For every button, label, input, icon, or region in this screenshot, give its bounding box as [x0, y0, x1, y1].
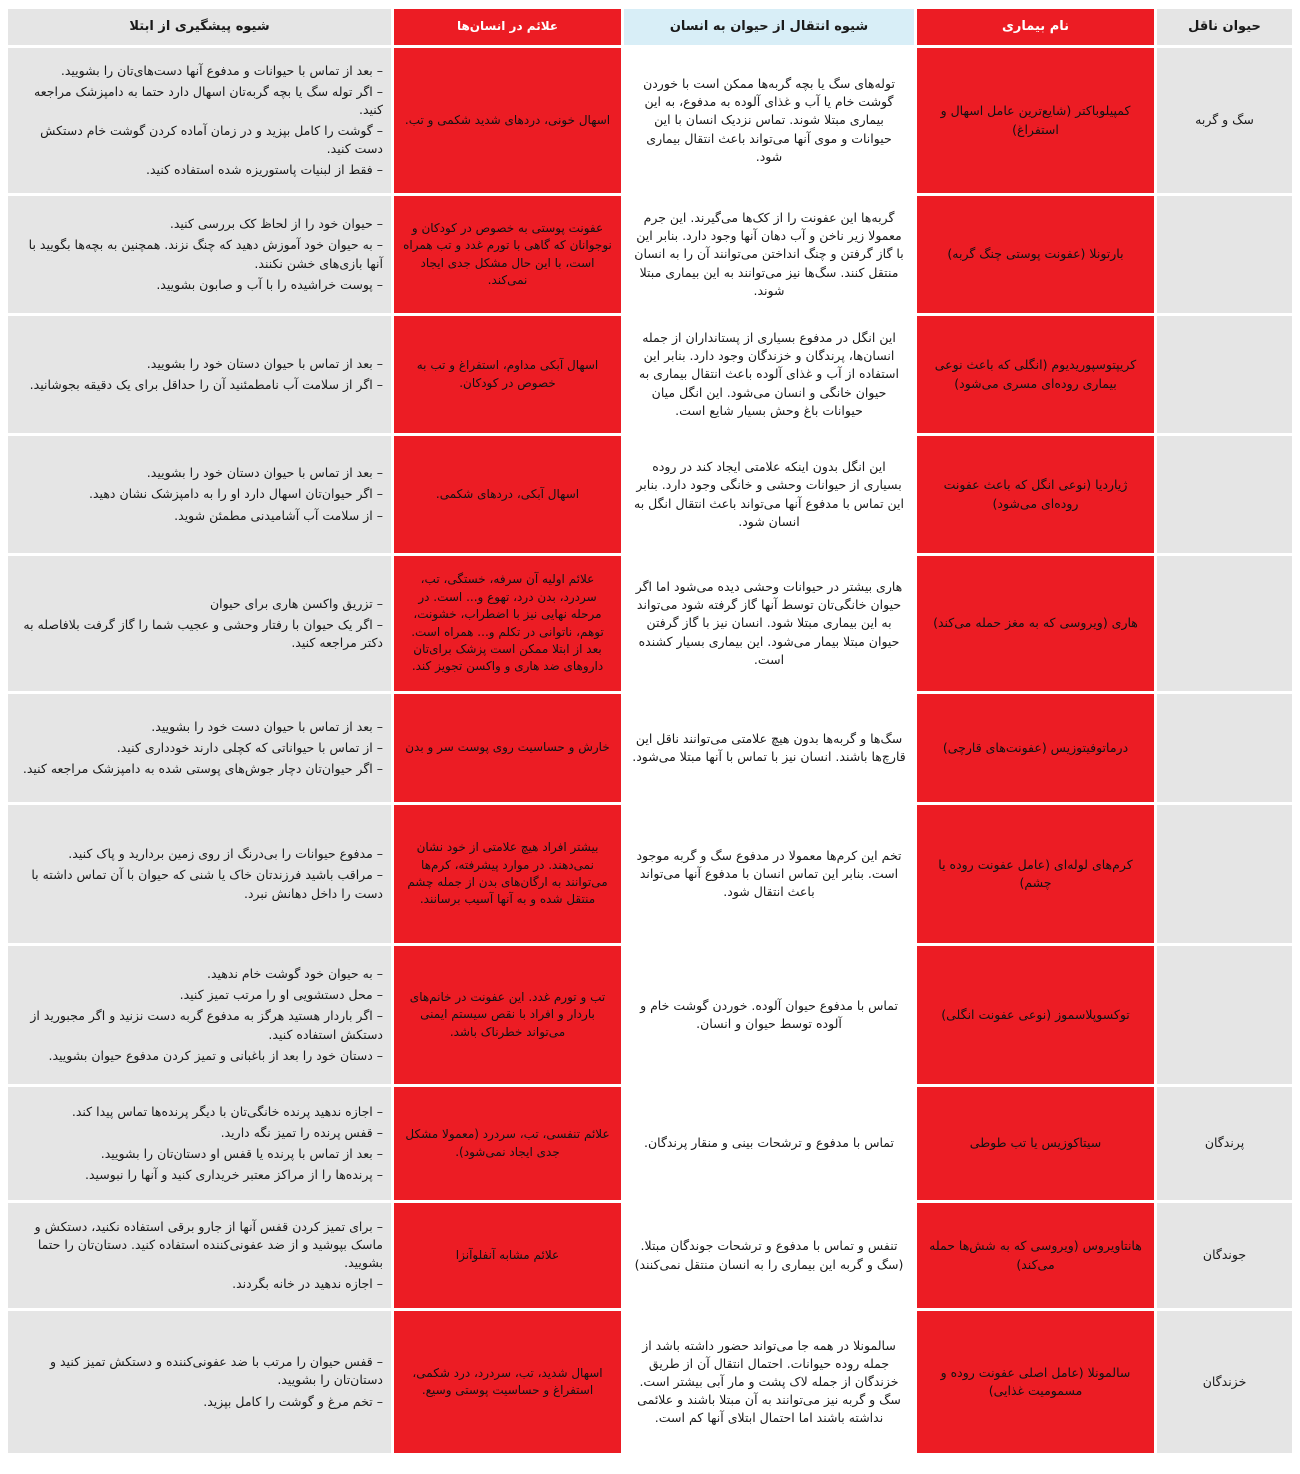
- prevention-cell: [8, 1311, 391, 1453]
- table-row: [8, 316, 1292, 433]
- transmission-cell: هاری بیشتر در حیوانات وحشی دیده می‌شود اما اگر حیوان خانگی‌تان توسط آنها گاز گرفته شود می‌تواند به این بیماری مبتلا شود. انسان نیز با گاز گرفتن حیوان مبتلا بیمار می‌شود. این بیماری بسیار کشنده است.: [624, 556, 914, 691]
- prevention-item: – مراقب باشید فرزندتان خاک یا شنی که حیوان با آن تماس داشته با دست را داخل دهانش نبرد.: [16, 866, 383, 902]
- prevention-item: – اجازه ندهید در خانه بگردند.: [16, 1275, 383, 1293]
- prevention-item: – بعد از تماس با حیوان دست خود را بشویید.: [16, 718, 383, 736]
- prevention-item: – از سلامت آب آشامیدنی مطمئن شوید.: [16, 507, 383, 525]
- animal-cell: [1157, 556, 1292, 691]
- prevention-cell: [8, 694, 391, 802]
- symptoms-cell: اسهال خونی، دردهای شدید شکمی و تب.: [394, 48, 621, 193]
- disease-cell: کمپیلوباکتر (شایع‌ترین عامل اسهال و استفراغ): [917, 48, 1154, 193]
- prevention-cell: [8, 805, 391, 943]
- table-row: [8, 436, 1292, 553]
- table-row: [8, 1087, 1292, 1200]
- prevention-item: – بعد از تماس با حیوانات و مدفوع آنها دست‌های‌تان را بشویید.: [16, 62, 383, 80]
- symptoms-cell: عفونت پوستی به خصوص در کودکان و نوجوانان که گاهی با تورم غدد و تب همراه است، با این حال مشکل جدی ایجاد نمی‌کند.: [394, 196, 621, 313]
- transmission-cell: تماس با مدفوع و ترشحات بینی و منقار پرندگان.: [624, 1087, 914, 1200]
- symptoms-cell: اسهال آبکی، دردهای شکمی.: [394, 436, 621, 553]
- prevention-item: – به حیوان خود گوشت خام ندهید.: [16, 965, 383, 983]
- table-row: [8, 196, 1292, 313]
- disease-cell: توکسوپلاسموز (نوعی عفونت انگلی): [917, 946, 1154, 1084]
- disease-cell: سالمونلا (عامل اصلی عفونت روده و مسمومیت غذایی): [917, 1311, 1154, 1453]
- header-animal: حیوان ناقل: [1157, 9, 1292, 45]
- prevention-item: – اگر از سلامت آب نامطمئنید آن را حداقل برای یک دقیقه بجوشانید.: [16, 376, 383, 394]
- transmission-cell: تماس با مدفوع حیوان آلوده. خوردن گوشت خام و آلوده توسط حیوان و انسان.: [624, 946, 914, 1084]
- prevention-item: – تزریق واکسن هاری برای حیوان: [16, 595, 383, 613]
- symptoms-cell: علائم مشابه آنفلوآنزا: [394, 1203, 621, 1308]
- prevention-item: – تخم مرغ و گوشت را کامل بپزید.: [16, 1393, 383, 1411]
- header-row: [8, 9, 1292, 45]
- prevention-cell: [8, 316, 391, 433]
- prevention-item: – بعد از تماس با پرنده یا قفس او دستان‌تان را بشویید.: [16, 1145, 383, 1163]
- prevention-cell: [8, 436, 391, 553]
- prevention-item: – برای تمیز کردن قفس آنها از جارو برقی استفاده نکنید، دستکش و ماسک بپوشید و از ضد عفونی‌کننده استفاده کنید. دستان‌تان را حتما بشویید.: [16, 1218, 383, 1272]
- animal-cell: [1157, 316, 1292, 433]
- prevention-cell: [8, 196, 391, 313]
- prevention-cell: [8, 1203, 391, 1308]
- prevention-item: – اگر یک حیوان با رفتار وحشی و عجیب شما را گاز گرفت بلافاصله به دکتر مراجعه کنید.: [16, 616, 383, 652]
- header-symptoms: علائم در انسان‌ها: [394, 9, 621, 45]
- prevention-cell: [8, 946, 391, 1084]
- prevention-cell: [8, 556, 391, 691]
- table-row: [8, 1203, 1292, 1308]
- symptoms-cell: تب و تورم غدد. این عفونت در خانم‌های باردار و افراد با نقص سیستم ایمنی می‌تواند خطرناک باشد.: [394, 946, 621, 1084]
- symptoms-cell: بیشتر افراد هیچ علامتی از خود نشان نمی‌دهند. در موارد پیشرفته، کرم‌ها می‌توانند به ارگان‌های بدن از جمله چشم منتقل شده و به آنها آسیب برسانند.: [394, 805, 621, 943]
- animal-cell: [1157, 196, 1292, 313]
- header-disease: نام بیماری: [917, 9, 1154, 45]
- prevention-item: – حیوان خود را از لحاظ کک بررسی کنید.: [16, 215, 383, 233]
- transmission-cell: سگ‌ها و گربه‌ها بدون هیچ علامتی می‌توانند ناقل این قارچ‌ها باشند. انسان نیز با تماس با آنها مبتلا می‌شود.: [624, 694, 914, 802]
- animal-cell: [1157, 805, 1292, 943]
- disease-cell: کرم‌های لوله‌ای (عامل عفونت روده یا چشم): [917, 805, 1154, 943]
- table-row: [8, 694, 1292, 802]
- prevention-item: – قفس پرنده را تمیز نگه دارید.: [16, 1124, 383, 1142]
- prevention-item: – اگر حیوان‌تان دچار جوش‌های پوستی شده به دامپزشک مراجعه کنید.: [16, 760, 383, 778]
- transmission-cell: تخم این کرم‌ها معمولا در مدفوع سگ و گربه موجود است. بنابر این تماس انسان با مدفوع آنها می‌تواند باعث انتقال شود.: [624, 805, 914, 943]
- symptoms-cell: علائم تنفسی، تب، سردرد (معمولا مشکل جدی ایجاد نمی‌شود).: [394, 1087, 621, 1200]
- table-row: [8, 1311, 1292, 1453]
- prevention-item: – گوشت را کامل بپزید و در زمان آماده کردن گوشت خام دستکش دست کنید.: [16, 122, 383, 158]
- disease-cell: بارتونلا (عفونت پوستی چنگ گربه): [917, 196, 1154, 313]
- animal-cell: [1157, 694, 1292, 802]
- transmission-cell: گربه‌ها این عفونت را از کک‌ها می‌گیرند. این جرم معمولا زیر ناخن و آب دهان آنها وجود دارد. بنابر این با گاز گرفتن و چنگ انداختن می‌توانند آن را به انسان منتقل کنند. سگ‌ها نیز می‌توانند به این بیماری مبتلا شوند.: [624, 196, 914, 313]
- prevention-cell: [8, 1087, 391, 1200]
- symptoms-cell: علائم اولیه آن سرفه، خستگی، تب، سردرد، بدن درد، تهوع و... است. در مرحله نهایی نیز با اضطراب، خشونت، توهم، ناتوانی در تکلم و... همراه است. بعد از ابتلا ممکن است پزشک برای‌تان داروهای ضد هاری و واکسن تجویز کند.: [394, 556, 621, 691]
- prevention-item: – فقط از لبنیات پاستوریزه شده استفاده کنید.: [16, 161, 383, 179]
- zoonotic-diseases-table: [5, 6, 1295, 1456]
- transmission-cell: این انگل در مدفوع بسیاری از پستانداران از جمله انسان‌ها، پرندگان و خزندگان وجود دارد. بنابر این استفاده از آب و غذای آلوده باعث انتقال بیماری به حیوان خانگی و انسان می‌شود. این انگل میان حیوانات باغ وحش بسیار شایع است.: [624, 316, 914, 433]
- table-row: [8, 48, 1292, 193]
- prevention-item: – اجازه ندهید پرنده خانگی‌تان با دیگر پرنده‌ها تماس پیدا کند.: [16, 1103, 383, 1121]
- disease-cell: ژیاردیا (نوعی انگل که باعث عفونت روده‌ای می‌شود): [917, 436, 1154, 553]
- table-row: [8, 805, 1292, 943]
- table-body: [8, 48, 1292, 1453]
- animal-cell: [1157, 436, 1292, 553]
- disease-cell: هاری (ویروسی که به مغز حمله می‌کند): [917, 556, 1154, 691]
- symptoms-cell: اسهال شدید، تب، سردرد، درد شکمی، استفراغ و حساسیت پوستی وسیع.: [394, 1311, 621, 1453]
- prevention-item: – پوست خراشیده را با آب و صابون بشویید.: [16, 276, 383, 294]
- prevention-item: – به حیوان خود آموزش دهید که چنگ نزند. همچنین به بچه‌ها بگویید با آنها بازی‌های خشن نکنند.: [16, 236, 383, 272]
- symptoms-cell: خارش و حساسیت روی پوست سر و بدن: [394, 694, 621, 802]
- animal-cell: [1157, 946, 1292, 1084]
- prevention-item: – اگر حیوان‌تان اسهال دارد او را به دامپزشک نشان دهید.: [16, 485, 383, 503]
- table-row: [8, 556, 1292, 691]
- prevention-item: – محل دستشویی او را مرتب تمیز کنید.: [16, 986, 383, 1004]
- prevention-cell: [8, 48, 391, 193]
- disease-cell: کریپتوسپوریدیوم (انگلی که باعث نوعی بیماری روده‌ای مسری می‌شود): [917, 316, 1154, 433]
- prevention-item: – قفس حیوان را مرتب با ضد عفونی‌کننده و دستکش تمیز کنید و دستان‌تان را بشویید.: [16, 1353, 383, 1389]
- table-row: [8, 946, 1292, 1084]
- prevention-item: – دستان خود را بعد از باغبانی و تمیز کردن مدفوع حیوان بشویید.: [16, 1047, 383, 1065]
- animal-cell: سگ و گربه: [1157, 48, 1292, 193]
- disease-cell: سیتاکوزیس یا تب طوطی: [917, 1087, 1154, 1200]
- header-prevention: شیوه پیشگیری از ابتلا: [8, 9, 391, 45]
- prevention-item: – از تماس با حیواناتی که کچلی دارند خودداری کنید.: [16, 739, 383, 757]
- header-transmission: شیوه انتقال از حیوان به انسان: [624, 9, 914, 45]
- disease-cell: هانتاویروس (ویروسی که به شش‌ها حمله می‌کند): [917, 1203, 1154, 1308]
- symptoms-cell: اسهال آبکی مداوم، استفراغ و تب به خصوص در کودکان.: [394, 316, 621, 433]
- prevention-item: – اگر توله سگ یا بچه گربه‌تان اسهال دارد حتما به دامپزشک مراجعه کنید.: [16, 83, 383, 119]
- transmission-cell: توله‌های سگ یا بچه گربه‌ها ممکن است با خوردن گوشت خام یا آب و غذای آلوده به مدفوع، به این بیماری مبتلا شوند. تماس نزدیک انسان با این حیوانات و موی آنها می‌تواند باعث انتقال بیماری شود.: [624, 48, 914, 193]
- prevention-item: – بعد از تماس با حیوان دستان خود را بشویید.: [16, 464, 383, 482]
- transmission-cell: تنفس و تماس با مدفوع و ترشحات جوندگان مبتلا. (سگ و گربه این بیماری را به انسان منتقل نمی‌کنند): [624, 1203, 914, 1308]
- transmission-cell: سالمونلا در همه جا می‌تواند حضور داشته باشد از جمله روده حیوانات. احتمال انتقال آن از طریق خزندگان از جمله لاک پشت و مار آبی بیشتر است. سگ و گربه نیز می‌توانند به آن مبتلا باشند و علائمی نداشته باشند اما احتمال ابتلای آنها کم است.: [624, 1311, 914, 1453]
- transmission-cell: این انگل بدون اینکه علامتی ایجاد کند در روده بسیاری از حیوانات وحشی و خانگی وجود دارد. بنابر این تماس با مدفوع آنها می‌تواند باعث انتقال انگل به انسان شود.: [624, 436, 914, 553]
- prevention-item: – پرنده‌ها را از مراکز معتبر خریداری کنید و آنها را نبوسید.: [16, 1166, 383, 1184]
- animal-cell: خزندگان: [1157, 1311, 1292, 1453]
- prevention-item: – بعد از تماس با حیوان دستان خود را بشویید.: [16, 355, 383, 373]
- animal-cell: جوندگان: [1157, 1203, 1292, 1308]
- disease-cell: درماتوفیتوزیس (عفونت‌های قارچی): [917, 694, 1154, 802]
- prevention-item: – اگر باردار هستید هرگز به مدفوع گربه دست نزنید و اگر مجبورید از دستکش استفاده کنید.: [16, 1007, 383, 1043]
- animal-cell: پرندگان: [1157, 1087, 1292, 1200]
- prevention-item: – مدفوع حیوانات را بی‌درنگ از روی زمین بردارید و پاک کنید.: [16, 845, 383, 863]
